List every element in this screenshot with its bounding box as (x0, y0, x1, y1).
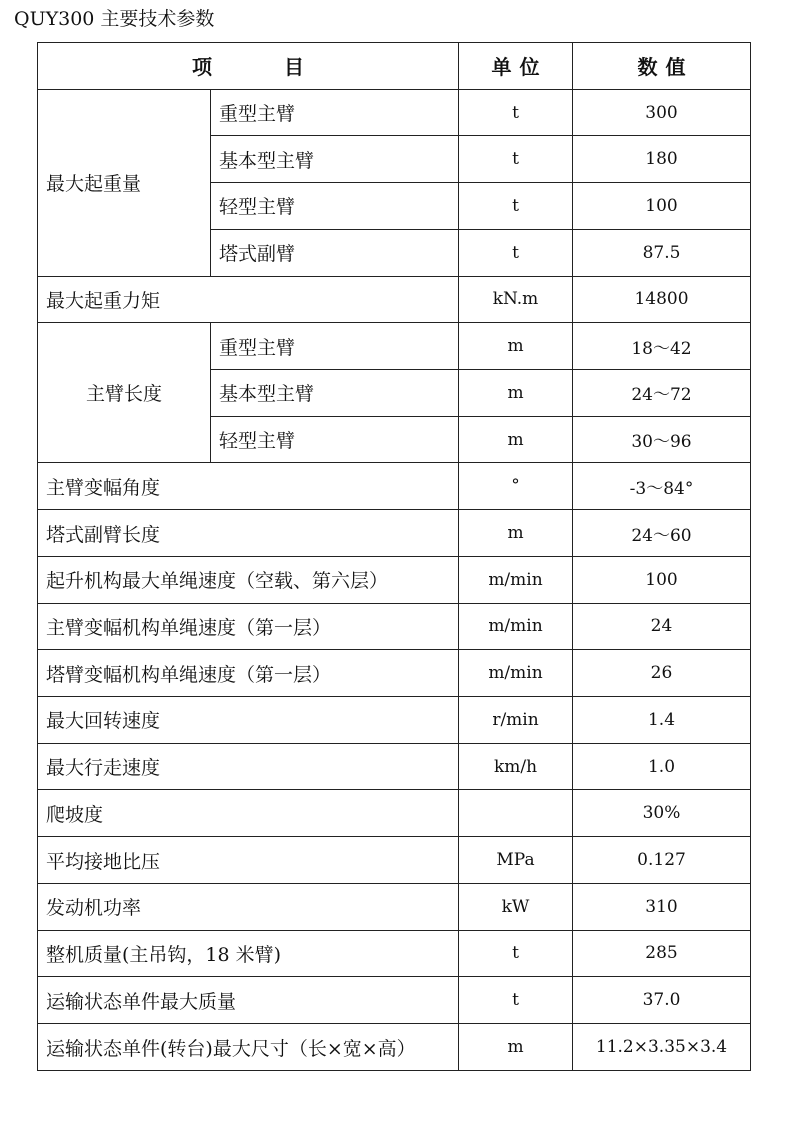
table-row (38, 89, 751, 136)
table-row (38, 556, 751, 603)
table-row (38, 1024, 751, 1071)
item-label: 整机质量(主吊钩，18 米臂) (38, 930, 459, 977)
sub-item-label: 塔式副臂 (211, 229, 459, 276)
unit-cell: MPa (459, 837, 573, 884)
header-row (38, 43, 751, 90)
unit-cell: t (459, 977, 573, 1024)
value-cell: 11.2×3.35×3.4 (573, 1024, 751, 1071)
table-row (38, 697, 751, 744)
value-cell: 24～60 (573, 510, 751, 557)
unit-cell: m (459, 510, 573, 557)
header-item-char: 项 (192, 55, 212, 80)
unit-cell: t (459, 183, 573, 230)
item-label: 主臂变幅角度 (38, 463, 459, 510)
value-cell: 310 (573, 883, 751, 930)
unit-cell: t (459, 229, 573, 276)
value-cell: 285 (573, 930, 751, 977)
value-cell: 37.0 (573, 977, 751, 1024)
unit-cell: ° (459, 463, 573, 510)
value-cell: 87.5 (573, 229, 751, 276)
sub-item-label: 重型主臂 (211, 89, 459, 136)
item-label: 平均接地比压 (38, 837, 459, 884)
unit-cell: km/h (459, 743, 573, 790)
unit-cell: r/min (459, 697, 573, 744)
unit-cell: m (459, 323, 573, 370)
header-unit (459, 43, 573, 90)
item-label: 运输状态单件最大质量 (38, 977, 459, 1024)
sub-item-label: 基本型主臂 (211, 136, 459, 183)
value-cell: 24 (573, 603, 751, 650)
unit-cell: t (459, 136, 573, 183)
table-row (38, 743, 751, 790)
value-cell: 100 (573, 183, 751, 230)
unit-cell: m (459, 416, 573, 463)
sub-item-label: 基本型主臂 (211, 370, 459, 417)
value-cell: 18～42 (573, 323, 751, 370)
document-title: QUY300 主要技术参数 (14, 8, 215, 30)
sub-item-label: 轻型主臂 (211, 183, 459, 230)
unit-cell: t (459, 930, 573, 977)
item-label: 最大起重力矩 (38, 276, 459, 323)
header-value-char: 值 (665, 55, 686, 80)
header-value-char: 数 (637, 55, 658, 80)
header-value (573, 43, 751, 90)
sub-item-label: 重型主臂 (211, 323, 459, 370)
value-cell: 30% (573, 790, 751, 837)
item-label: 塔式副臂长度 (38, 510, 459, 557)
value-cell: -3～84° (573, 463, 751, 510)
value-cell: 1.4 (573, 697, 751, 744)
table-row (38, 930, 751, 977)
value-cell: 14800 (573, 276, 751, 323)
unit-cell: m (459, 370, 573, 417)
table-row (38, 323, 751, 370)
value-cell: 180 (573, 136, 751, 183)
item-label: 运输状态单件(转台)最大尺寸（长×宽×高） (38, 1024, 459, 1071)
header-unit-char: 位 (519, 55, 540, 80)
table-row (38, 650, 751, 697)
table-row (38, 276, 751, 323)
item-label: 塔臂变幅机构单绳速度（第一层） (38, 650, 459, 697)
table-row (38, 977, 751, 1024)
table-row (38, 510, 751, 557)
group-label-boom-length: 主臂长度 (38, 323, 211, 463)
unit-cell: m/min (459, 650, 573, 697)
unit-cell: m/min (459, 603, 573, 650)
value-cell: 1.0 (573, 743, 751, 790)
sub-item-label: 轻型主臂 (211, 416, 459, 463)
header-item (38, 43, 459, 90)
spec-table (37, 42, 751, 1071)
item-label: 最大行走速度 (38, 743, 459, 790)
header-unit-char: 单 (491, 55, 512, 80)
table-row (38, 790, 751, 837)
item-label: 主臂变幅机构单绳速度（第一层） (38, 603, 459, 650)
value-cell: 0.127 (573, 837, 751, 884)
unit-cell: kW (459, 883, 573, 930)
table-row (38, 603, 751, 650)
header-item-char: 目 (284, 55, 304, 80)
unit-cell: m/min (459, 556, 573, 603)
item-label: 最大回转速度 (38, 697, 459, 744)
unit-cell: kN.m (459, 276, 573, 323)
item-label: 爬坡度 (38, 790, 459, 837)
table-row (38, 883, 751, 930)
value-cell: 30～96 (573, 416, 751, 463)
unit-cell: m (459, 1024, 573, 1071)
group-label-max-lift: 最大起重量 (38, 89, 211, 276)
item-label: 发动机功率 (38, 883, 459, 930)
value-cell: 26 (573, 650, 751, 697)
table-row (38, 837, 751, 884)
item-label: 起升机构最大单绳速度（空载、第六层） (38, 556, 459, 603)
value-cell: 100 (573, 556, 751, 603)
unit-cell: t (459, 89, 573, 136)
table-row (38, 463, 751, 510)
value-cell: 300 (573, 89, 751, 136)
value-cell: 24～72 (573, 370, 751, 417)
unit-cell (459, 790, 573, 837)
